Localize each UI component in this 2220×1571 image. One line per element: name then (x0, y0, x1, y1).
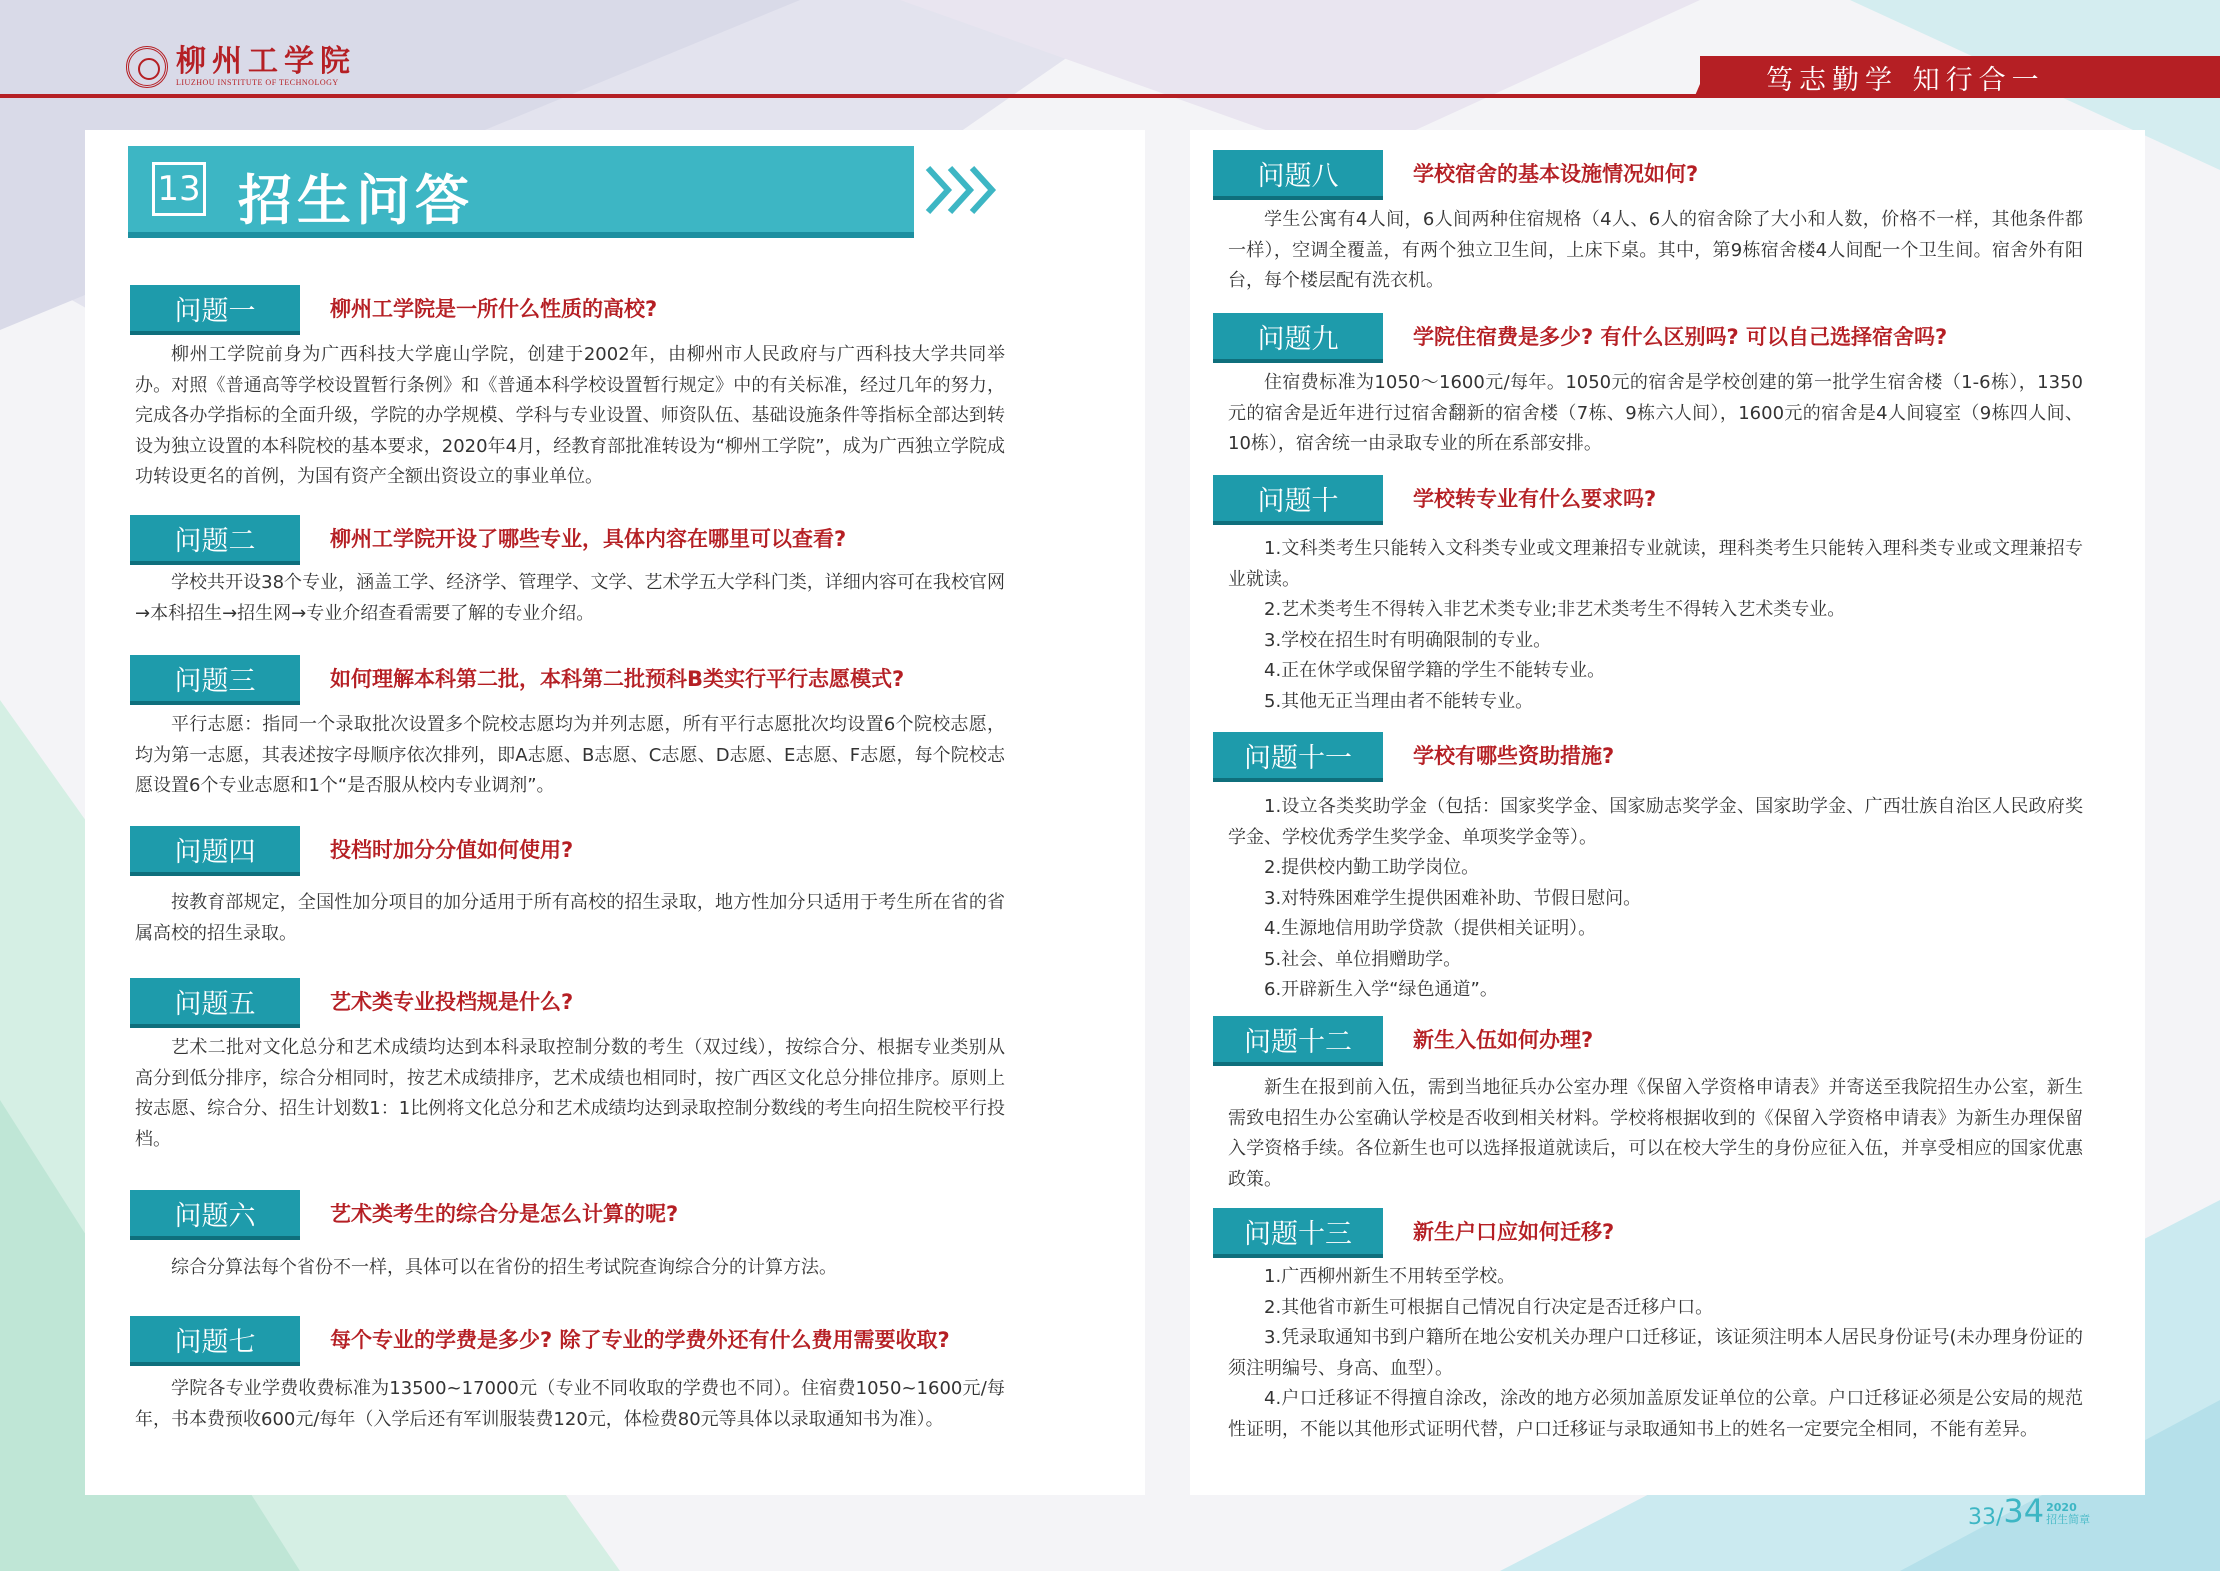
answer-list-item: 3.学校在招生时有明确限制的专业。 (1264, 629, 1552, 651)
answer-paragraph: 平行志愿：指同一个录取批次设置多个院校志愿均为并列志愿，所有平行志愿批次均设置6个院校志愿，均为第一志愿，其表述按字母顺序依次排列，即A志愿、B志愿、C志愿、D志愿、E志愿、F志愿，每个院校志愿设置6个专业志愿和1个“是否服从校内专业调剂”。 (135, 714, 1005, 796)
answer-paragraph: 学校共开设38个专业，涵盖工学、经济学、管理学、文学、艺术学五大学科门类，详细内容可在我校官网→本科招生→招生网→专业介绍查看需要了解的专业介绍。 (135, 572, 1005, 624)
section-title-bar (128, 146, 914, 236)
question-tag: 问题四 (130, 826, 300, 872)
answer-list-item: 5.其他无正当理由者不能转专业。 (1264, 690, 1534, 712)
page-number (1968, 1492, 2090, 1530)
answer-12 (1228, 1073, 2083, 1195)
answer-7 (135, 1374, 1005, 1435)
logo-chinese-name: 柳州工学院 (176, 44, 356, 79)
question-tag: 问题二 (130, 515, 300, 561)
answer-list-item: 6.开辟新生入学“绿色通道”。 (1264, 979, 1498, 1000)
answer-paragraph: 柳州工学院前身为广西科技大学鹿山学院，创建于2002年，由柳州市人民政府与广西科技大学共同举办。对照《普通高等学校设置暂行条例》和《普通本科学校设置暂行规定》中的有关标准，经过几年的努力，完成各办学指标的全面升级，学院的办学规模、学科与专业设置、师资队伍、基础设施条件等指标全部达到转设为独立设置的本科院校的基本要求，2020年4月，经教育部批准转设为“柳州工学院”，成为广西独立学院成功转设更名的首例，为国有资产全额出资设立的事业单位。 (135, 344, 1005, 487)
question-tag: 问题八 (1213, 150, 1383, 196)
question-tag: 问题十 (1213, 475, 1383, 521)
question-title: 艺术类专业投档规是什么? (330, 990, 574, 1014)
page-right-number: 34 (2003, 1492, 2045, 1530)
answer-list-item: 4.生源地信用助学贷款（提供相关证明）。 (1264, 918, 1597, 939)
answer-list-item: 2.其他省市新生可根据自己情况自行决定是否迁移户口。 (1264, 1296, 1714, 1318)
question-title: 每个专业的学费是多少? 除了专业的学费外还有什么费用需要收取? (330, 1328, 950, 1352)
question-tag: 问题十三 (1213, 1208, 1383, 1254)
answer-list-item: 2.艺术类考生不得转入非艺术类专业;非艺术类考生不得转入艺术类专业。 (1264, 599, 1846, 620)
section-title: 招生问答 (238, 169, 474, 232)
answer-13 (1228, 1262, 2083, 1445)
college-logo (126, 46, 356, 88)
answer-list-item: 1.广西柳州新生不用转至学校。 (1264, 1266, 1516, 1287)
answer-paragraph: 艺术二批对文化总分和艺术成绩均达到本科录取控制分数的考生（双过线），按综合分、根据专业类别从高分到低分排序，综合分相同时，按艺术成绩排序，艺术成绩也相同时，按广西区文化总分排位排序。原则上按志愿、综合分、招生计划数1：1比例将文化总分和艺术成绩均达到录取控制分数线的考生向招生院校平行投档。 (135, 1037, 1005, 1150)
page-left-number: 33/ (1968, 1505, 2004, 1530)
guide-year: 2020 (2046, 1501, 2077, 1514)
answer-list-item: 5.社会、单位捐赠助学。 (1264, 948, 1462, 970)
answer-list-item: 1.设立各类奖助学金（包括：国家奖学金、国家励志奖学金、国家助学金、广西壮族自治区人民政府奖学金、学校优秀学生奖学金、单项奖学金等）。 (1228, 796, 2083, 848)
answer-list-item: 4.户口迁移证不得擅自涂改，涂改的地方必须加盖原发证单位的公章。户口迁移证必须是公安局的规范性证明，不能以其他形式证明代替，户口迁移证与录取通知书上的姓名一定要完全相同，不能有差异。 (1228, 1388, 2083, 1440)
answer-list-item: 2.提供校内勤工助学岗位。 (1264, 857, 1480, 878)
question-tag: 问题三 (130, 655, 300, 701)
question-title: 艺术类考生的综合分是怎么计算的呢? (330, 1202, 679, 1226)
college-seal-icon (126, 46, 168, 88)
page-guide-label (2046, 1502, 2090, 1526)
answer-6 (135, 1253, 1005, 1284)
answer-3 (135, 710, 1005, 802)
triple-chevron-icon (924, 160, 1004, 220)
answer-list-item: 1.文科类考生只能转入文科类专业或文理兼招专业就读，理科类考生只能转入理科类专业或文理兼招专业就读。 (1228, 538, 2083, 590)
question-title: 柳州工学院开设了哪些专业，具体内容在哪里可以查看? (330, 527, 847, 551)
question-title: 投档时加分分值如何使用? (330, 838, 574, 862)
logo-english-name: LIUZHOU INSTITUTE OF TECHNOLOGY (176, 78, 339, 87)
question-title: 新生户口应如何迁移? (1413, 1220, 1615, 1244)
answer-paragraph: 综合分算法每个省份不一样，具体可以在省份的招生考试院查询综合分的计算方法。 (171, 1257, 837, 1278)
question-title: 学校转专业有什么要求吗? (1413, 487, 1657, 511)
answer-4 (135, 888, 1005, 949)
question-tag: 问题五 (130, 978, 300, 1024)
answer-8 (1228, 205, 2083, 297)
answer-list-item: 3.凭录取通知书到户籍所在地公安机关办理户口迁移证，该证须注明本人居民身份证号(未办理身份证的须注明编号、身高、血型）。 (1228, 1327, 2083, 1379)
answer-paragraph: 住宿费标准为1050～1600元/每年。1050元的宿舍是学校创建的第一批学生宿舍楼（1-6栋），1350元的宿舍是近年进行过宿舍翻新的宿舍楼（7栋、9栋六人间），1600元的宿舍是4人间寝室（9栋四人间、10栋），宿舍统一由录取专业的所在系部安排。 (1228, 372, 2083, 454)
question-title: 学院住宿费是多少? 有什么区别吗? 可以自己选择宿舍吗? (1413, 325, 1948, 349)
question-tag: 问题九 (1213, 313, 1383, 359)
question-title: 学校有哪些资助措施? (1413, 744, 1615, 768)
question-title: 学校宿舍的基本设施情况如何? (1413, 162, 1699, 186)
answer-10 (1228, 534, 2083, 717)
guide-name: 招生简章 (2046, 1513, 2091, 1526)
answer-5 (135, 1033, 1005, 1155)
answer-2 (135, 568, 1005, 629)
question-tag: 问题一 (130, 285, 300, 331)
answer-11 (1228, 792, 2083, 1006)
question-tag: 问题十二 (1213, 1016, 1383, 1062)
answer-1 (135, 340, 1005, 493)
answer-paragraph: 新生在报到前入伍，需到当地征兵办公室办理《保留入学资格申请表》并寄送至我院招生办公室，新生需致电招生办公室确认学校是否收到相关材料。学校将根据收到的《保留入学资格申请表》为新生办理保留入学资格手续。各位新生也可以选择报道就读后，可以在校大学生的身份应征入伍，并享受相应的国家优惠政策。 (1228, 1077, 2083, 1190)
answer-list-item: 3.对特殊困难学生提供困难补助、节假日慰问。 (1264, 887, 1642, 909)
section-number: 13 (152, 162, 206, 216)
answer-list-item: 4.正在休学或保留学籍的学生不能转专业。 (1264, 660, 1606, 681)
answer-paragraph: 按教育部规定，全国性加分项目的加分适用于所有高校的招生录取，地方性加分只适用于考生所在省的省属高校的招生录取。 (135, 892, 1005, 944)
answer-paragraph: 学生公寓有4人间，6人间两种住宿规格（4人、6人的宿舍除了大小和人数，价格不一样，其他条件都一样），空调全覆盖，有两个独立卫生间，上床下桌。其中，第9栋宿舍楼4人间配一个卫生间。宿舍外有阳台，每个楼层配有洗衣机。 (1228, 209, 2083, 291)
question-title: 新生入伍如何办理? (1413, 1028, 1594, 1052)
question-title: 柳州工学院是一所什么性质的高校? (330, 297, 658, 321)
answer-paragraph: 学院各专业学费收费标准为13500~17000元（专业不同收取的学费也不同）。住宿费1050~1600元/每年，书本费预收600元/每年（入学后还有军训服装费120元，体检费80元等具体以录取通知书为准）。 (135, 1378, 1005, 1430)
question-tag: 问题七 (130, 1316, 300, 1362)
answer-9 (1228, 368, 2083, 460)
motto-banner: 笃志勤学 知行合一 (1700, 56, 2220, 98)
question-tag: 问题十一 (1213, 732, 1383, 778)
question-title: 如何理解本科第二批，本科第二批预科B类实行平行志愿模式? (330, 667, 905, 691)
question-tag: 问题六 (130, 1190, 300, 1236)
